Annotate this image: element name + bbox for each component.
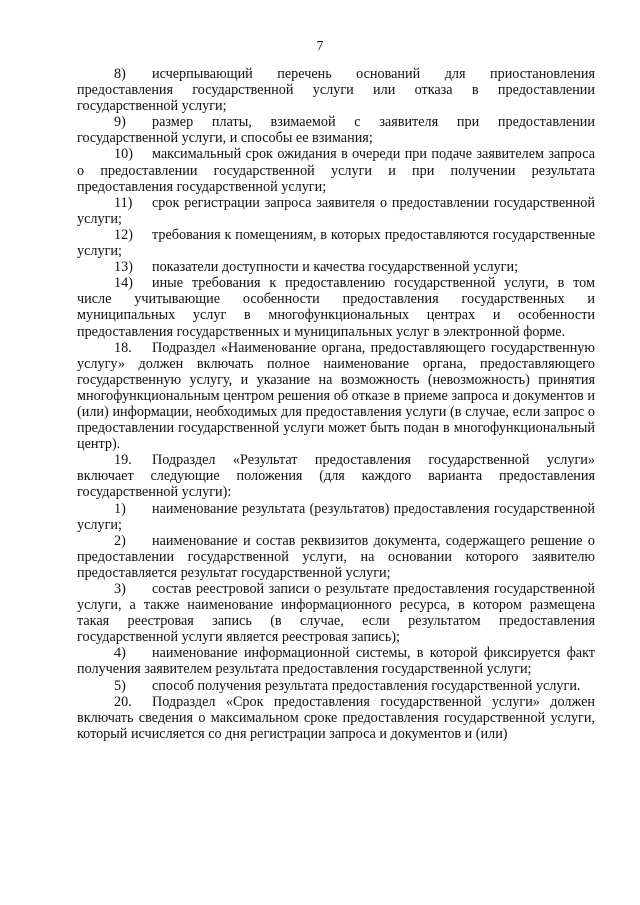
paragraph-number: 11) <box>114 194 133 211</box>
paragraph-number: 9) <box>114 114 126 131</box>
paragraph-text: срок регистрации запроса заявителя о предоставлении государственной услуги; <box>77 194 595 227</box>
subitem-4 <box>77 645 595 677</box>
paragraph-item-8 <box>77 66 595 114</box>
paragraph-item-12 <box>77 227 595 259</box>
paragraph-text: наименование и состав реквизитов документа, содержащего решение о предоставлении государственной услуги, на основании которого заявителю предоставляется результат государственной услуги; <box>77 532 595 581</box>
paragraph-text: показатели доступности и качества государственной услуги; <box>152 259 519 276</box>
paragraph-number: 14) <box>114 275 133 292</box>
clause-19 <box>77 452 595 500</box>
paragraph-item-14 <box>77 275 595 339</box>
paragraph-text: способ получения результата предоставления государственной услуги. <box>152 677 581 694</box>
paragraph-item-11 <box>77 195 595 227</box>
subitem-2 <box>77 533 595 581</box>
document-body <box>77 66 595 742</box>
paragraph-item-13 <box>77 259 595 275</box>
paragraph-number: 5) <box>114 677 126 694</box>
paragraph-number: 3) <box>114 581 126 597</box>
subitem-3 <box>77 581 595 645</box>
paragraph-number: 20. <box>114 693 132 710</box>
paragraph-number: 18. <box>114 339 132 356</box>
subitem-1 <box>77 501 595 533</box>
paragraph-number: 8) <box>114 66 126 82</box>
paragraph-number: 2) <box>114 532 126 549</box>
paragraph-text: состав реестровой записи о результате предоставления государственной услуги, а также наименование информационного ресурса, в котором размещена такая реестровая запись (в случае, если результатом предоставления государственной услуги является реестровая запись); <box>77 581 595 646</box>
paragraph-number: 19. <box>114 452 132 469</box>
clause-18 <box>77 340 595 453</box>
paragraph-text: иные требования к предоставлению государственной услуги, в том числе учитывающие особенности предоставления государственных и муниципальных услуг в многофункциональных центрах и особенности предоставления государственных и муниципальных услуг в электронной форме. <box>77 275 595 340</box>
paragraph-text: наименование информационной системы, в которой фиксируется факт получения заявителем результата предоставления государственной услуги; <box>77 645 595 678</box>
paragraph-text: исчерпывающий перечень оснований для приостановления предоставления государственной услуги или отказа в предоставлении государственной услуги; <box>77 66 595 115</box>
paragraph-text: Подраздел «Результат предоставления государственной услуги» включает следующие положения (для каждого варианта предоставления государственной услуги): <box>77 452 595 501</box>
paragraph-text: требования к помещениям, в которых предоставляются государственные услуги; <box>77 226 595 260</box>
paragraph-text: максимальный срок ожидания в очереди при подаче заявителем запроса о предоставлении государственной услуги и при получении результата предоставления государственной услуги; <box>77 146 595 195</box>
subitem-5 <box>77 678 595 694</box>
paragraph-text: Подраздел «Срок предоставления государственной услуги» должен включать сведения о максимальном сроке предоставления государственной услуги, который исчисляется со дня регистрации запроса и документов и (или) <box>77 693 595 742</box>
paragraph-item-10 <box>77 146 595 194</box>
paragraph-number: 1) <box>114 500 126 517</box>
paragraph-item-9 <box>77 114 595 146</box>
paragraph-text: наименование результата (результатов) предоставления государственной услуги; <box>77 500 595 533</box>
paragraph-number: 4) <box>114 645 126 662</box>
paragraph-number: 12) <box>114 226 133 243</box>
paragraph-text: Подраздел «Наименование органа, предоставляющего государственную услугу» должен включать полное наименование органа, предоставляющего государственную услугу, и указание на возможность (невозможность) принятия многофункциональным центром решения об отказе в приеме запроса и документов и (или) информации, необходимых для предоставления услуги (в случае, если запрос о предоставлении государственной услуги может быть подан в многофункциональный центр). <box>77 339 595 453</box>
clause-20 <box>77 694 595 742</box>
paragraph-number: 13) <box>114 259 133 276</box>
paragraph-number: 10) <box>114 146 133 163</box>
page-number: 7 <box>316 38 324 53</box>
paragraph-text: размер платы, взимаемой с заявителя при предоставлении государственной услуги, и способы ее взимания; <box>77 114 595 147</box>
